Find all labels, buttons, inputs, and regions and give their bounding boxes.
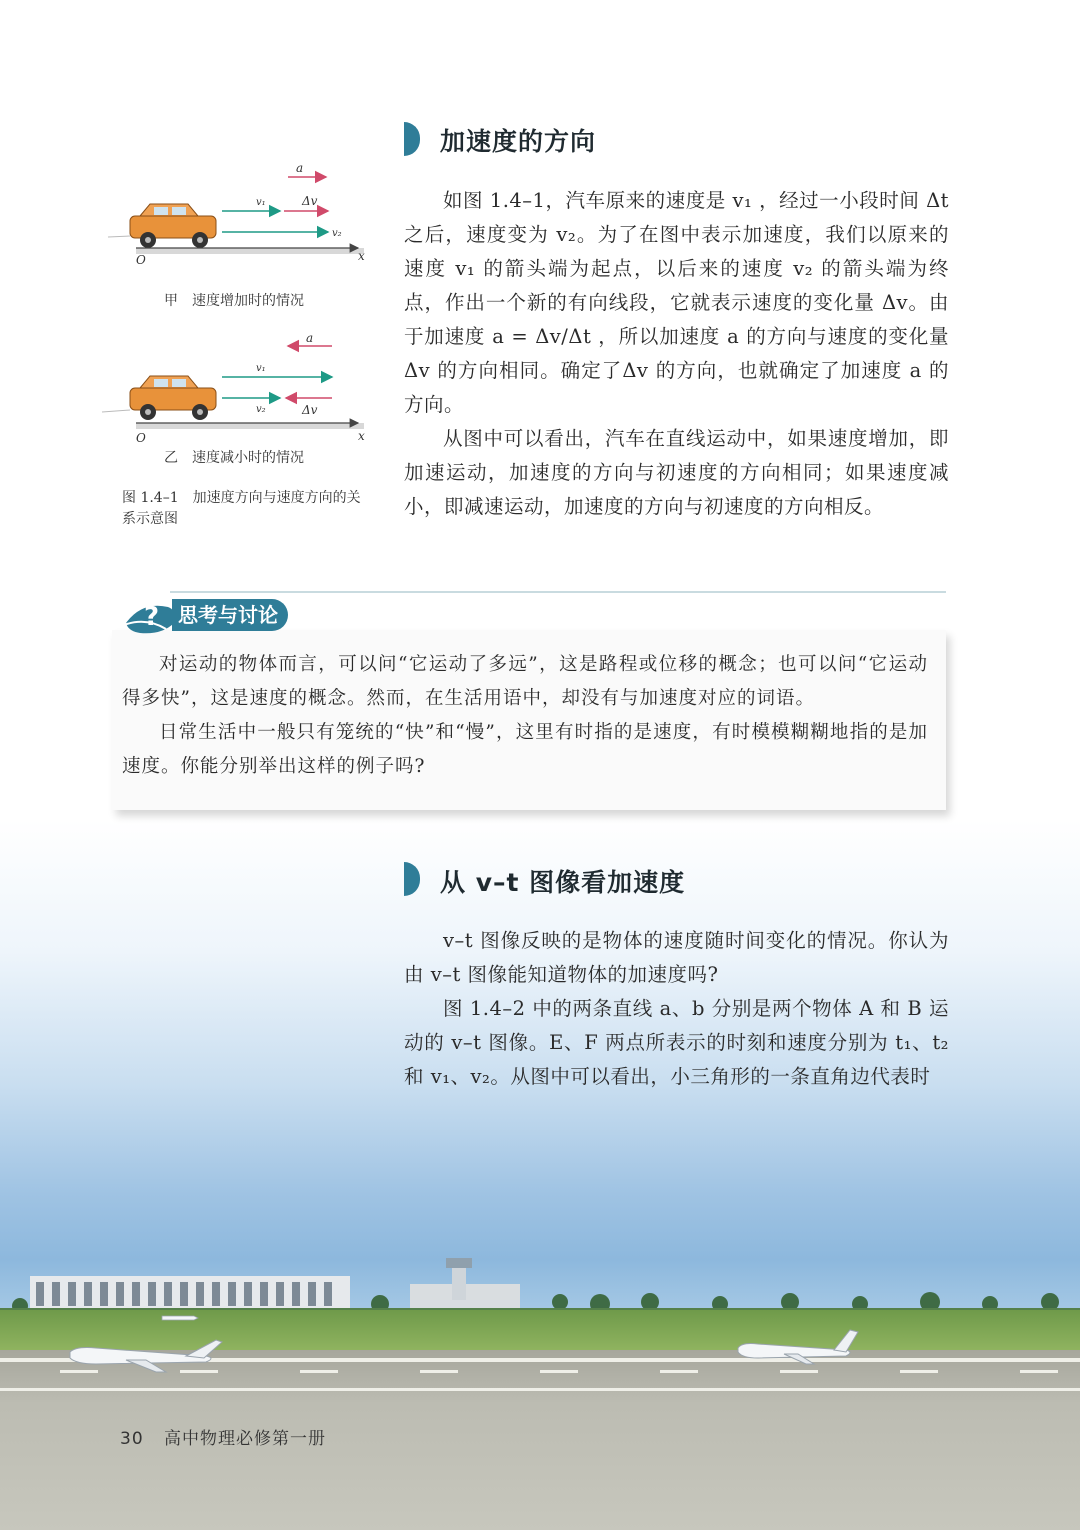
airplane-right-illustration bbox=[734, 1326, 864, 1366]
label-v1-top: v₁ bbox=[256, 197, 266, 208]
page-number: 30 bbox=[120, 1429, 144, 1449]
label-v2-bottom: v₂ bbox=[256, 404, 266, 415]
book-title: 高中物理必修第一册 bbox=[164, 1429, 327, 1449]
label-v1-bottom: v₁ bbox=[256, 363, 266, 374]
diagram-speed-increase bbox=[108, 177, 364, 254]
section-title-direction: 加速度的方向 bbox=[440, 127, 597, 156]
figure-caption: 图 1.4–1 加速度方向与速度方向的关系示意图 bbox=[122, 490, 361, 527]
think-discuss-text bbox=[122, 648, 928, 784]
paragraph: v–t 图像反映的是物体的速度随时间变化的情况。你认为由 v–t 图像能知道物体的加速度吗? bbox=[404, 929, 949, 986]
section2-body bbox=[404, 924, 949, 1094]
label-origin-top: O bbox=[136, 253, 146, 267]
label-dv-top: Δv bbox=[302, 194, 318, 208]
figure-subcaption-decrease: 乙 速度减小时的情况 bbox=[164, 450, 304, 466]
paragraph: 如图 1.4–1，汽车原来的速度是 v₁ ，经过一小段时间 Δt 之后，速度变为 v₂。为了在图中表示加速度，我们以原来的速度 v₁ 的箭头端为起点，以后来的速度 v₂ 的箭头端为终点，作出一个新的有向线段，它就表示速度的变化量 Δv。由于加速度 a = Δv/Δt ，所以加速度 a 的方向与速度的变化量 Δv 的方向相同。确定了Δv 的方向，也就确定了加速度 a 的方向。 bbox=[404, 189, 949, 416]
think-discuss-label: 思考与讨论 bbox=[172, 599, 288, 631]
section-marker bbox=[404, 122, 420, 156]
airplane-left-illustration bbox=[66, 1336, 226, 1376]
paragraph: 图 1.4–2 中的两条直线 a、b 分别是两个物体 A 和 B 运动的 v–t 图像。E、F 两点所表示的时刻和速度分别为 t₁、t₂ 和 v₁、v₂。从图中可以看出，小三角形的一条直角边代表时 bbox=[404, 997, 949, 1088]
label-a-top: a bbox=[296, 161, 304, 175]
car-top-icon bbox=[130, 204, 216, 248]
page-footer bbox=[120, 1424, 326, 1449]
airplane-small-illustration bbox=[160, 1310, 200, 1324]
label-origin-bottom: O bbox=[136, 431, 146, 445]
label-v2-top: v₂ bbox=[332, 228, 342, 239]
label-a-bottom: a bbox=[306, 331, 314, 345]
label-x-top: x bbox=[358, 249, 365, 263]
diagram-speed-decrease bbox=[102, 346, 364, 429]
car-bottom-icon bbox=[130, 376, 216, 420]
figure-subcaption-increase: 甲 速度增加时的情况 bbox=[164, 293, 304, 309]
label-dv-bottom: Δv bbox=[302, 403, 318, 417]
section1-body bbox=[404, 184, 949, 524]
paragraph: 从图中可以看出，汽车在直线运动中，如果速度增加，即加速运动，加速度的方向与初速度的方向相同；如果速度减小，即减速运动，加速度的方向与初速度的方向相反。 bbox=[404, 427, 949, 518]
figure-acceleration-direction bbox=[100, 160, 390, 480]
airport-terminal-illustration bbox=[0, 1258, 1080, 1318]
think-divider bbox=[170, 591, 946, 593]
paragraph: 对运动的物体而言，可以问“它运动了多远”，这是路程或位移的概念；也可以问“它运动得多快”，这是速度的概念。然而，在生活用语中，却没有与加速度对应的词语。 bbox=[122, 654, 928, 709]
label-x-bottom: x bbox=[358, 429, 365, 443]
svg-text:?: ? bbox=[144, 602, 160, 632]
section-title-vt-graph: 从 v–t 图像看加速度 bbox=[440, 868, 686, 897]
paragraph: 日常生活中一般只有笼统的“快”和“慢”，这里有时指的是速度，有时模模糊糊地指的是加速度。你能分别举出这样的例子吗? bbox=[122, 722, 928, 777]
